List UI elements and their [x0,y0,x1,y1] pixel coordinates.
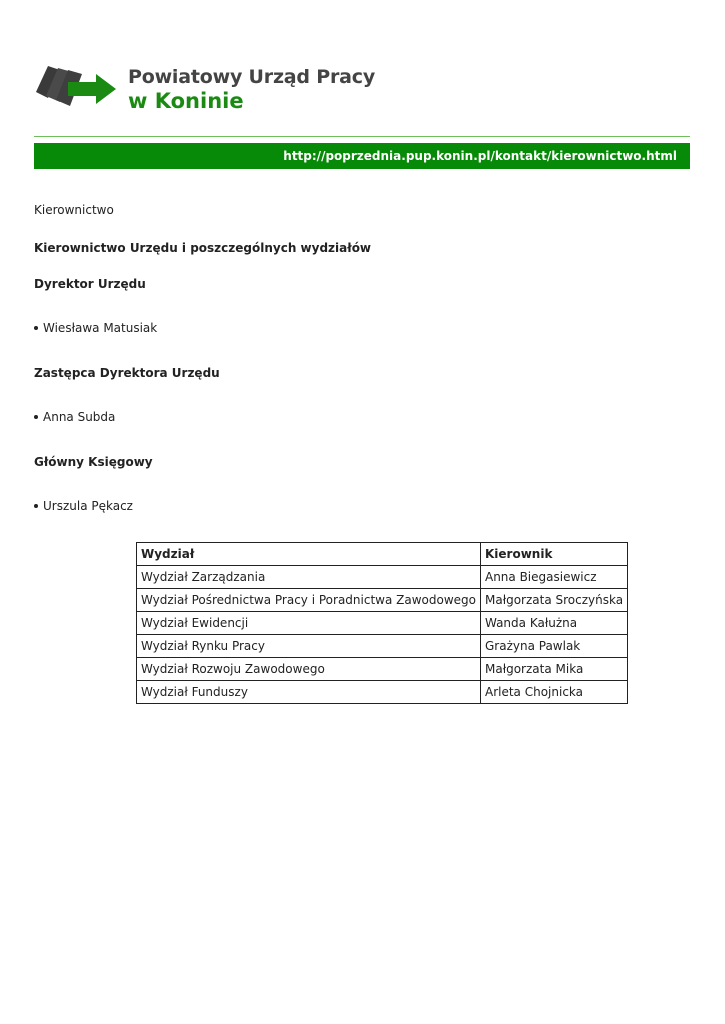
logo-icon [34,62,118,108]
person-dyrektor [34,321,157,335]
manager-cell: Małgorzata Mika [480,658,627,681]
logo-subtitle: w Koninie [128,89,244,113]
section-heading-dyrektor: Dyrektor Urzędu [34,277,146,291]
page-url[interactable]: http://poprzednia.pup.konin.pl/kontakt/kierownictwo.html [283,149,677,163]
section-heading-ksiegowy: Główny Księgowy [34,455,153,469]
column-header-wydzial: Wydział [137,543,481,566]
manager-cell: Anna Biegasiewicz [480,566,627,589]
table-row [137,635,628,658]
table-row [137,589,628,612]
section-heading-zastepca: Zastępca Dyrektora Urzędu [34,366,220,380]
person-name: Anna Subda [43,410,116,424]
bullet-icon [34,415,38,419]
header-divider [34,136,690,137]
table-row [137,658,628,681]
person-name: Wiesława Matusiak [43,321,158,335]
department-cell: Wydział Zarządzania [137,566,481,589]
department-cell: Wydział Ewidencji [137,612,481,635]
table-row [137,681,628,704]
manager-cell: Małgorzata Sroczyńska [480,589,627,612]
page-title: Kierownictwo [34,203,114,217]
person-name: Urszula Pękacz [43,499,133,513]
department-cell: Wydział Pośrednictwa Pracy i Poradnictwa Zawodowego [137,589,481,612]
manager-cell: Wanda Kałużna [480,612,627,635]
logo-title: Powiatowy Urząd Pracy [128,66,376,88]
table-header-row [137,543,628,566]
department-cell: Wydział Funduszy [137,681,481,704]
department-cell: Wydział Rozwoju Zawodowego [137,658,481,681]
page-header [0,0,725,163]
person-zastepca [34,410,115,424]
table-row [137,612,628,635]
main-heading: Kierownictwo Urzędu i poszczególnych wydziałów [34,241,372,255]
person-ksiegowy [34,499,133,513]
bullet-icon [34,504,38,508]
url-bar [34,143,690,169]
column-header-kierownik: Kierownik [480,543,627,566]
department-cell: Wydział Rynku Pracy [137,635,481,658]
manager-cell: Grażyna Pawlak [480,635,627,658]
departments-table [136,542,628,704]
table-row [137,566,628,589]
manager-cell: Arleta Chojnicka [480,681,627,704]
bullet-icon [34,326,38,330]
